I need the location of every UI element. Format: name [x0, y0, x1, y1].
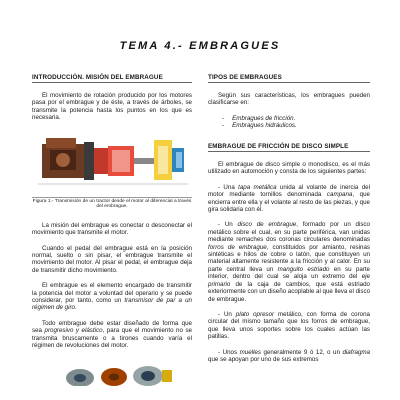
intro-paragraph-2: La misión del embrague es conectar o desconectar el movimiento que transmite el motor. — [32, 221, 192, 237]
intro-paragraph-1: El movimiento de rotación producido por los motores pasa por el embrague y de éste, a través de árboles, se transmite la potencia hasta los puntos en los que es necesaria. — [32, 92, 192, 122]
page-title: TEMA 4.- EMBRAGUES — [119, 40, 281, 52]
friction-paragraph-3: - Un disco de embrague, formado por un disco metálico sobre el cual, en su parte periférica, van unidas mediante remaches dos coronas circulares denominadas forros de embrague, constituidos por amianto, resinas sintéticas e hilos de cobre o latón, que constituyen un material altamente resistente a la fricción y al calor. En su parte central lleva un manguito estriado en su parte interior, dentro del cual se aloja un extremo del eje primario de la caja de cambios, que está estriado exteriormente con un diseño acoplable al que lleva el disco de embrague. — [208, 221, 371, 303]
intro-paragraph-3: Cuando el pedal del embrague está en la posición normal, suelto o sin pisar, el embrague transmite el movimiento del motor. Al pisar el pedal, el embrague deja de transmitir dicho movimiento. — [32, 244, 192, 274]
tractor-transmission-figure — [38, 130, 188, 190]
types-intro: Según sus características, los embragues pueden clasificarse en: — [208, 92, 370, 107]
friction-paragraph-4: - Un plato opresor metálico, con forma de corona circular del mismo tamaño que los forros de embrague, que lleva unos soportes sobre los cuales actúan las patillas. — [208, 310, 370, 341]
right-column — [208, 74, 370, 371]
friction-paragraph-2: - Una tapa metálica unida al volante de inercia del motor mediante tornillos denominada campana, que encierra entre ella y el volante al resto de las piezas, y que gira solidaria con él. — [208, 183, 370, 214]
left-column — [32, 74, 192, 391]
types-heading: TIPOS DE EMBRAGUES — [208, 74, 370, 83]
list-item: - Embragues hidráulicos. — [222, 122, 370, 130]
types-list — [222, 115, 370, 130]
friction-heading: EMBRAGUE DE FRICCIÓN DE DISCO SIMPLE — [208, 143, 370, 152]
clutch-parts-figure — [62, 364, 174, 386]
figure-1-caption: Figura 1.- Transmisión de un tractor desde el motor al diferencial a través del embrague. — [32, 198, 192, 210]
intro-paragraph-4: El embrague es el elemento encargado de transmitir la potencia del motor a voluntad del operario y se puede considerar, por tanto, como un transmisor de par a un régimen de giro. — [32, 282, 192, 312]
friction-paragraph-1: El embrague de disco simple o monodisco, es el más utilizado en automoción y consta de los siguientes partes: — [208, 161, 370, 176]
list-item: - Embragues de fricción. — [222, 115, 370, 123]
friction-paragraph-5: - Unos muelles generalmente 9 ó 12, o un diafragma que se apoyan por uno de sus extremos — [208, 348, 370, 363]
intro-heading: INTRODUCCIÓN. MISIÓN DEL EMBRAGUE — [32, 74, 192, 83]
intro-paragraph-5: Todo embrague debe estar diseñado de forma que sea progresivo y elástico, para que el movimiento no se transmita bruscamente o a tirones cuando varía el régimen de revoluciones del motor. — [32, 319, 192, 350]
